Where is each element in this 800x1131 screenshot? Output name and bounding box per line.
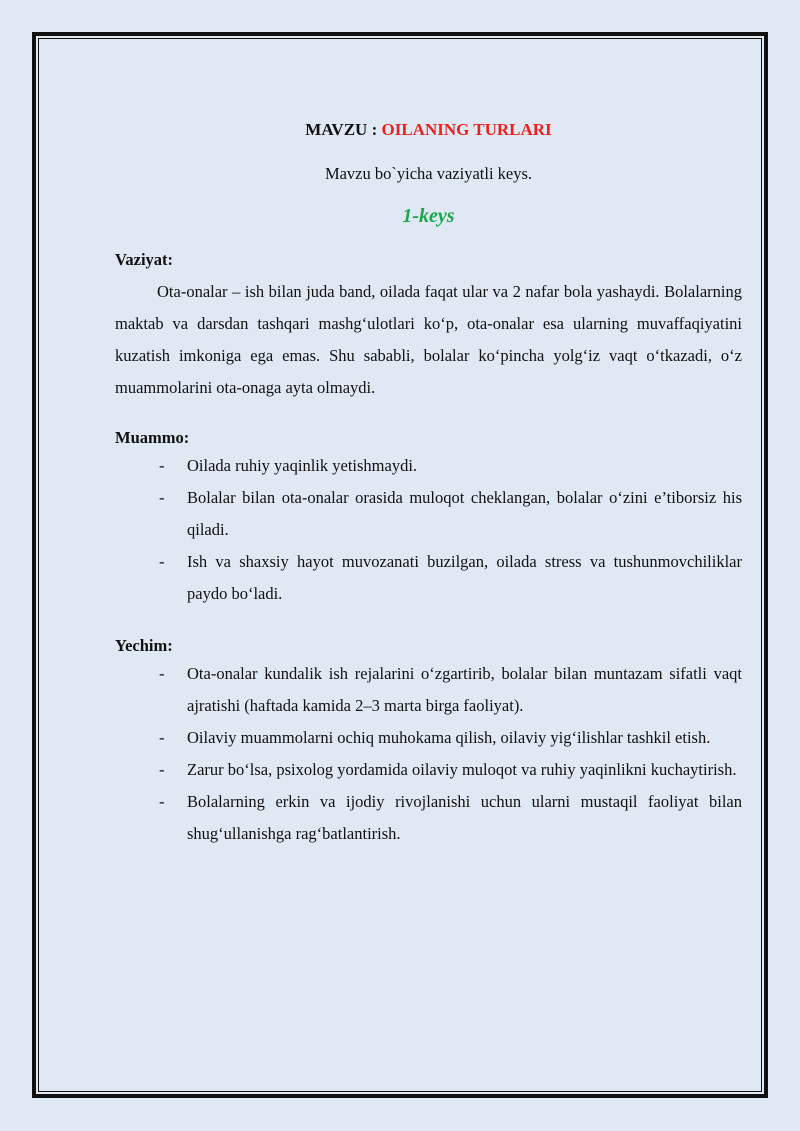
yechim-list — [115, 658, 742, 850]
list-dash: - — [159, 760, 165, 779]
list-item — [115, 754, 742, 786]
list-dash: - — [159, 792, 165, 811]
page-title — [115, 118, 742, 142]
list-item — [115, 450, 742, 482]
list-item — [115, 482, 742, 546]
muammo-list — [115, 450, 742, 610]
vaziyat-paragraph: Ota-onalar – ish bilan juda band, oilada faqat ular va 2 nafar bola yashaydi. Bolalarning maktab va darsdan tashqari mashg‘ulotlari ko‘p, ota-onalar esa ularning muvaffaqiyatini kuzatish imkoniga ega emas. Shu sababli, bolalar ko‘pincha yolg‘iz vaqt o‘tkazadi, o‘z muammolarini ota-onaga ayta olmaydi. — [115, 282, 742, 397]
section-heading-vaziyat: Vaziyat: — [115, 250, 174, 269]
list-item-text: Bolalar bilan ota-onalar orasida muloqot cheklangan, bolalar o‘zini e’tiborsiz his qiladi. — [187, 488, 742, 539]
list-item-text: Ota-onalar kundalik ish rejalarini o‘zgartirib, bolalar bilan muntazam sifatli vaqt ajratishi (haftada kamida 2–3 marta birga faoliyat). — [187, 664, 742, 715]
list-dash: - — [159, 488, 165, 507]
list-item — [115, 722, 742, 754]
list-item-text: Ish va shaxsiy hayot muvozanati buzilgan, oilada stress va tushunmovchiliklar paydo bo‘ladi. — [187, 552, 742, 603]
case-label: 1-keys — [402, 205, 455, 227]
list-item-text: Oilada ruhiy yaqinlik yetishmaydi. — [187, 456, 418, 475]
list-dash: - — [159, 664, 165, 683]
section-heading-muammo: Muammo: — [115, 428, 190, 447]
title-topic: OILANING TURLARI — [381, 120, 552, 139]
list-dash: - — [159, 456, 165, 475]
list-item-text: Zarur bo‘lsa, psixolog yordamida oilaviy muloqot va ruhiy yaqinlikni kuchaytirish. — [187, 760, 737, 779]
list-item-text: Oilaviy muammolarni ochiq muhokama qilish, oilaviy yig‘ilishlar tashkil etish. — [187, 728, 711, 747]
list-item — [115, 546, 742, 610]
list-item-text: Bolalarning erkin va ijodiy rivojlanishi uchun ularni mustaqil faoliyat bilan shug‘ullanishga rag‘batlantirish. — [187, 792, 742, 843]
title-prefix: MAVZU : — [305, 120, 382, 139]
list-dash: - — [159, 552, 165, 571]
list-dash: - — [159, 728, 165, 747]
list-item — [115, 786, 742, 850]
page-subtitle: Mavzu bo`yicha vaziyatli keys. — [324, 164, 533, 183]
list-item — [115, 658, 742, 722]
section-heading-yechim: Yechim: — [115, 636, 173, 655]
document-body — [115, 118, 742, 850]
